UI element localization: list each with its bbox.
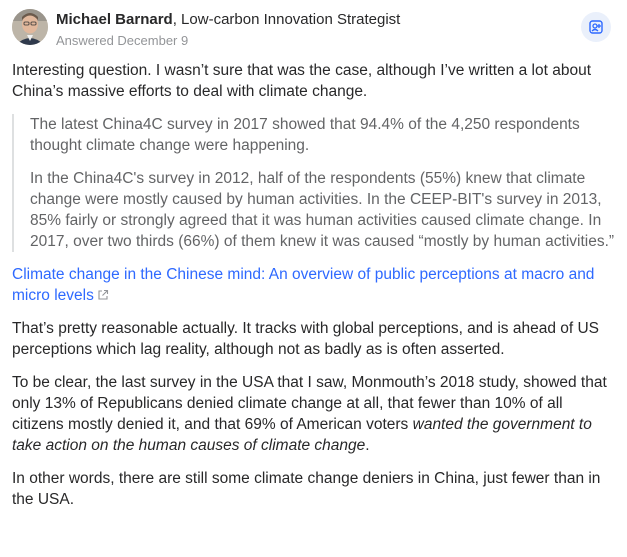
answer-paragraph: That’s pretty reasonable actually. It tracks with global perceptions, and is ahead of US perceptions which lag reality, although not as badly as is often asserted. xyxy=(12,320,600,358)
answer-paragraph: In other words, there are still some climate change deniers in China, just fewer than in the USA. xyxy=(12,470,601,508)
share-button[interactable] xyxy=(581,12,611,42)
paragraph-text: To be clear, the last survey in the USA that I saw, Monmouth’s 2018 study, showed that only 13% of Republicans denied climate change at all, that fewer than 10% of all citizens mostly denied it, and that 69% of American voters xyxy=(12,374,607,433)
author-avatar[interactable] xyxy=(12,9,48,45)
author-name[interactable]: Michael Barnard xyxy=(56,11,173,28)
avatar-photo xyxy=(12,9,48,45)
quote-paragraph: In the China4C's survey in 2012, half of the respondents (55%) knew that climate change were mostly caused by human activities. In the CEEP-BIT's survey in 2013, 85% fairly or strongly agreed that it was human activities caused climate change. In 2017, over two thirds (66%) of them knew it was caused “mostly by human activities.” xyxy=(30,170,615,250)
quote-block xyxy=(12,114,616,252)
source-link-paragraph xyxy=(12,264,616,306)
answer-header xyxy=(12,8,615,50)
answer-paragraph: Interesting question. I wasn’t sure that was the case, although I’ve written a lot about China’s massive efforts to deal with climate change. xyxy=(12,62,592,100)
author-credential[interactable]: , Low-carbon Innovation Strategist xyxy=(172,11,401,28)
share-icon xyxy=(588,19,604,35)
quote-paragraph: The latest China4C survey in 2017 showed that 94.4% of the 4,250 respondents thought climate change were happening. xyxy=(30,116,580,154)
external-link-icon xyxy=(97,289,109,301)
answered-date[interactable]: Answered December 9 xyxy=(56,33,189,48)
paragraph-end: . xyxy=(365,437,370,454)
answer-body xyxy=(12,60,616,522)
source-link[interactable] xyxy=(12,266,594,304)
italic-text: wanted the government to take action on the human causes of climate change xyxy=(12,416,592,454)
source-link-text: Climate change in the Chinese mind: An overview of public perceptions at macro and micro levels xyxy=(12,266,595,304)
author-line xyxy=(56,10,400,29)
answer-paragraph xyxy=(12,372,616,456)
